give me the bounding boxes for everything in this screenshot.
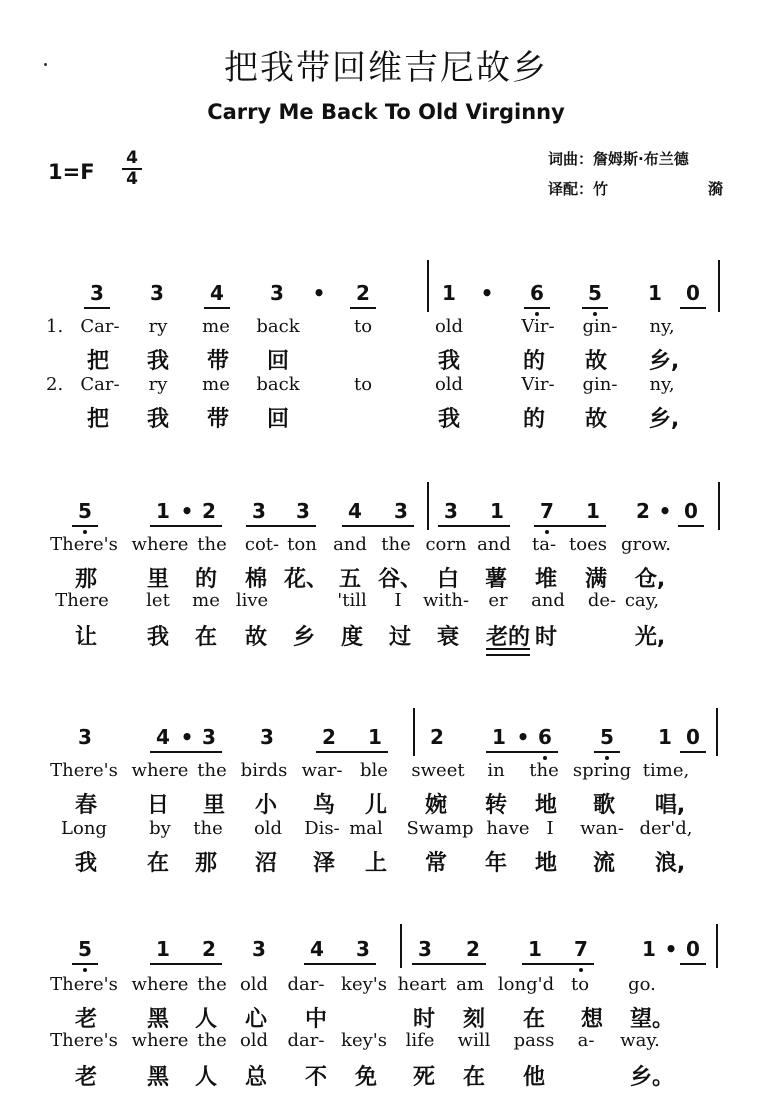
- lyric-char: 五: [338, 567, 362, 592]
- lyric-char: 浪,: [654, 851, 686, 876]
- dot: •: [664, 937, 678, 961]
- underline: [534, 525, 606, 527]
- barline: [718, 260, 720, 312]
- lyric-char: 乡: [292, 625, 316, 650]
- lyric-word: dar-: [287, 1030, 325, 1051]
- barline: [427, 260, 429, 312]
- underline: [150, 525, 222, 527]
- note: 1: [156, 499, 170, 523]
- lyric-word: old: [239, 1030, 269, 1051]
- lyric-word: ry: [148, 374, 168, 395]
- lyric-char: 故: [244, 625, 268, 650]
- note: 3: [252, 937, 266, 961]
- lyric-char: 度: [340, 625, 364, 650]
- note: 0: [686, 725, 700, 749]
- note: 4: [348, 499, 362, 523]
- note: 1: [658, 725, 672, 749]
- underline: [522, 963, 594, 965]
- lyric-char: 的: [522, 349, 546, 374]
- lyric-word: by: [149, 818, 171, 839]
- lyric-word: There's: [50, 1030, 118, 1051]
- system-1-lyric-cn-1: [0, 344, 772, 374]
- lyric-word: ta-: [531, 534, 557, 555]
- lyric-char: 那: [74, 567, 98, 592]
- note: 3: [78, 725, 92, 749]
- lyric-char: 望。: [629, 1007, 675, 1032]
- barline: [413, 708, 415, 756]
- lyric-word: Dis-: [304, 818, 340, 839]
- lyric-word: der'd,: [639, 818, 693, 839]
- lyric-char: 回: [266, 407, 290, 432]
- lyric-char: 老: [74, 1065, 98, 1090]
- lyric-char: 把: [86, 349, 110, 374]
- lyric-word: have: [486, 818, 530, 839]
- lyric-char: 过: [388, 625, 412, 650]
- credit-translator-tail: 漪: [708, 180, 724, 198]
- lyric-word: key's: [341, 1030, 387, 1051]
- system-4-notes: [0, 938, 772, 978]
- system-3-lyric-cn-1: [0, 788, 772, 818]
- system-1-lyric-en-2: [0, 374, 772, 400]
- note: 1: [648, 281, 662, 305]
- barline: [427, 482, 429, 530]
- lyric-word: old: [434, 316, 464, 337]
- lyric-word: mal: [349, 818, 383, 839]
- lyric-word: the: [197, 760, 227, 781]
- lyric-char: 白: [436, 567, 460, 592]
- lyric-word: Vir-: [521, 316, 555, 337]
- lyric-char: 黑: [146, 1065, 170, 1090]
- lyric-char: 乡,: [648, 349, 680, 374]
- underline: [304, 963, 376, 965]
- lyric-word: way.: [620, 1030, 660, 1051]
- lyric-word: ble: [360, 760, 388, 781]
- lyric-word: de-: [587, 590, 617, 611]
- lyric-word: the: [197, 1030, 227, 1051]
- note: 3: [252, 499, 266, 523]
- lyric-word: toes: [569, 534, 607, 555]
- lyric-word: cay,: [624, 590, 660, 611]
- lyric-char: 里: [202, 793, 226, 818]
- system-2-lyric-cn-1: [0, 562, 772, 592]
- note: 3: [356, 937, 370, 961]
- lyric-char: 谷、: [377, 567, 423, 592]
- underline: [680, 963, 706, 965]
- lyric-word: corn: [425, 534, 467, 555]
- system-2-lyric-en-2: [0, 590, 772, 616]
- note: 5: [588, 281, 602, 305]
- lyric-char: 带: [206, 349, 230, 374]
- credit-words-music: 词曲：詹姆斯·布兰德: [548, 150, 689, 168]
- lyric-word: There's: [50, 534, 118, 555]
- lyric-word: me: [202, 316, 230, 337]
- lyric-word: and: [531, 590, 565, 611]
- underline: [204, 307, 230, 309]
- note: 6: [530, 281, 544, 305]
- lyric-char: 故: [584, 349, 608, 374]
- system-4-lyric-cn-2: [0, 1060, 772, 1090]
- lyric-char: 歌: [592, 793, 616, 818]
- meter-top: 4: [126, 148, 138, 168]
- lyric-word: me: [202, 374, 230, 395]
- lyric-word: long'd: [497, 974, 555, 995]
- verse-number: 2.: [46, 374, 64, 395]
- lyric-char: 棉: [244, 567, 268, 592]
- note: 3: [260, 725, 274, 749]
- lyric-word: cot-: [244, 534, 280, 555]
- lyric-char: 不: [304, 1065, 328, 1090]
- underline: [316, 751, 388, 753]
- dot: •: [516, 725, 530, 749]
- note: 0: [686, 281, 700, 305]
- note: 1: [492, 725, 506, 749]
- system-1-lyric-cn-2: [0, 402, 772, 432]
- lyric-char: 我: [437, 407, 461, 432]
- lyric-word: to: [353, 316, 373, 337]
- lyric-char: 黑: [146, 1007, 170, 1032]
- note: 4: [210, 281, 224, 305]
- dot: •: [658, 499, 672, 523]
- barline: [716, 708, 718, 756]
- lyric-word: where: [131, 1030, 189, 1051]
- note: 3: [270, 281, 284, 305]
- lyric-word: gin-: [582, 374, 618, 395]
- lyric-word: and: [477, 534, 511, 555]
- lyric-word: er: [488, 590, 508, 611]
- lyric-char: 唱,: [654, 793, 686, 818]
- lyric-char: 中: [304, 1007, 328, 1032]
- note: 7: [574, 937, 588, 961]
- lyric-word: and: [333, 534, 367, 555]
- lyric-word: sweet: [411, 760, 465, 781]
- note: 4: [310, 937, 324, 961]
- lyric-word: old: [239, 974, 269, 995]
- lower-octave-dot: [83, 968, 87, 972]
- note: 1: [156, 937, 170, 961]
- lyric-word: the: [197, 974, 227, 995]
- lyric-word: Car-: [80, 316, 120, 337]
- lyric-word: I: [546, 818, 554, 839]
- lyric-word: wan-: [580, 818, 624, 839]
- lyric-char: 上: [364, 851, 388, 876]
- lyric-word: Vir-: [521, 374, 555, 395]
- lyric-word: back: [256, 374, 300, 395]
- lyric-char: 故: [584, 407, 608, 432]
- note: 1: [586, 499, 600, 523]
- lyric-char: 小: [254, 793, 278, 818]
- note: 2: [202, 499, 216, 523]
- system-1-lyric-en-1: [0, 316, 772, 342]
- lyric-char: 地: [534, 793, 558, 818]
- note: 1: [642, 937, 656, 961]
- lyric-char: 人: [194, 1007, 218, 1032]
- underline: [524, 307, 550, 309]
- lyric-char: 堆: [534, 567, 558, 592]
- underline: [350, 307, 376, 309]
- underline: [678, 525, 704, 527]
- lyric-char: 回: [266, 349, 290, 374]
- lyric-word: 'till: [337, 590, 367, 611]
- note: 2: [636, 499, 650, 523]
- lyric-char: 的: [522, 407, 546, 432]
- note: 2: [322, 725, 336, 749]
- lyric-char: 带: [206, 407, 230, 432]
- lyric-word: back: [256, 316, 300, 337]
- lyric-char: 那: [194, 851, 218, 876]
- lyric-word: birds: [240, 760, 288, 781]
- lyric-word: gin-: [582, 316, 618, 337]
- lyric-char: 在: [146, 851, 170, 876]
- lyric-word: a-: [577, 1030, 595, 1051]
- lyric-char: 在: [194, 625, 218, 650]
- lyric-char: 在: [522, 1007, 546, 1032]
- lyric-word: with-: [422, 590, 470, 611]
- dot: •: [480, 281, 494, 305]
- verse-number: 1.: [46, 316, 64, 337]
- note: 0: [686, 937, 700, 961]
- lyric-char: 人: [194, 1065, 218, 1090]
- note: 1: [442, 281, 456, 305]
- lyric-word: There: [55, 590, 109, 611]
- lyric-word: ton: [287, 534, 317, 555]
- lyric-word: to: [570, 974, 590, 995]
- note: 2: [430, 725, 444, 749]
- note: 5: [600, 725, 614, 749]
- lyric-char: 我: [146, 349, 170, 374]
- note: 2: [356, 281, 370, 305]
- lyric-char: 地: [534, 851, 558, 876]
- lyric-char: 想: [580, 1007, 604, 1032]
- title-chinese: 把我带回维吉尼故乡: [224, 48, 548, 88]
- note: 3: [90, 281, 104, 305]
- lyric-char: 我: [146, 407, 170, 432]
- lyric-char: 光,: [634, 625, 666, 650]
- lyric-char: 我: [74, 851, 98, 876]
- underline: [486, 751, 558, 753]
- lyric-char: 他: [522, 1065, 546, 1090]
- underline: [246, 525, 316, 527]
- dot: •: [180, 499, 194, 523]
- system-3-lyric-en-1: [0, 760, 772, 786]
- lyric-word: spring: [572, 760, 632, 781]
- lyric-word: ry: [148, 316, 168, 337]
- barline: [718, 482, 720, 530]
- lyric-word: grow.: [621, 534, 671, 555]
- lyric-char: 心: [244, 1007, 268, 1032]
- note: 3: [150, 281, 164, 305]
- note: 2: [466, 937, 480, 961]
- note: 5: [78, 499, 92, 523]
- lyric-char: 春: [74, 793, 98, 818]
- lyric-char: 时: [412, 1007, 436, 1032]
- lyric-word: where: [131, 974, 189, 995]
- lyric-word: dar-: [287, 974, 325, 995]
- lyric-word: me: [192, 590, 220, 611]
- lyric-char: 薯: [484, 567, 508, 592]
- lyric-char: 时: [534, 625, 558, 650]
- underline: [594, 751, 620, 753]
- note: 1: [490, 499, 504, 523]
- lyric-word: old: [434, 374, 464, 395]
- lyric-word: pass: [513, 1030, 555, 1051]
- lyric-char: 花、: [283, 567, 329, 592]
- lyric-word: old: [253, 818, 283, 839]
- underline: [84, 307, 110, 309]
- system-4-lyric-cn-1: [0, 1002, 772, 1032]
- lyric-word: There's: [50, 974, 118, 995]
- lyric-word: Car-: [80, 374, 120, 395]
- lyric-word: key's: [341, 974, 387, 995]
- underline: [680, 307, 706, 309]
- lower-octave-dot: [579, 968, 583, 972]
- underline: [150, 751, 222, 753]
- lyric-word: let: [146, 590, 170, 611]
- lyric-char: 总: [244, 1065, 268, 1090]
- underline: [438, 525, 510, 527]
- system-3-lyric-en-2: [0, 818, 772, 844]
- lyric-char: 仓,: [634, 567, 666, 592]
- lyric-char: 流: [592, 851, 616, 876]
- note: 7: [540, 499, 554, 523]
- lyric-char: 让: [74, 625, 98, 650]
- lyric-char: 把: [86, 407, 110, 432]
- underline: [150, 963, 222, 965]
- lyric-word: time,: [642, 760, 690, 781]
- title-english: Carry Me Back To Old Virginny: [207, 100, 565, 124]
- meter-bottom: 4: [126, 169, 138, 189]
- lyric-char: 常: [424, 851, 448, 876]
- lyric-char: 泽: [312, 851, 336, 876]
- lyric-char: 衰: [436, 625, 460, 650]
- note: 2: [202, 937, 216, 961]
- underline: [342, 525, 414, 527]
- credit-translation: 译配：竹: [548, 180, 609, 198]
- lyric-word: ny,: [649, 374, 675, 395]
- lyric-word: heart: [397, 974, 447, 995]
- lyric-char: 乡,: [648, 407, 680, 432]
- lyric-char: 日: [146, 793, 170, 818]
- lyric-word: go.: [628, 974, 656, 995]
- underline: [680, 751, 706, 753]
- lyric-word: in: [487, 760, 505, 781]
- lyric-char: 老: [74, 1007, 98, 1032]
- lyric-word: the: [193, 818, 223, 839]
- lyric-char: 免: [354, 1065, 378, 1090]
- lyric-word: live: [235, 590, 269, 611]
- lyric-char: 在: [462, 1065, 486, 1090]
- note: 3: [444, 499, 458, 523]
- underline: [72, 963, 98, 965]
- lyric-char: 年: [484, 851, 508, 876]
- lyric-char: 的: [194, 567, 218, 592]
- barline: [400, 924, 402, 968]
- underline: [582, 307, 608, 309]
- note: 0: [684, 499, 698, 523]
- lyric-word: the: [529, 760, 559, 781]
- lyric-char: 刻: [462, 1007, 486, 1032]
- note: 3: [296, 499, 310, 523]
- note: 1: [368, 725, 382, 749]
- underline: [412, 963, 486, 965]
- note: 5: [78, 937, 92, 961]
- lyric-word: I: [394, 590, 402, 611]
- dot: •: [312, 281, 326, 305]
- lyric-word: life: [405, 1030, 435, 1051]
- system-2-lyric-en-1: [0, 534, 772, 560]
- system-4-lyric-en-2: [0, 1030, 772, 1056]
- system-4-lyric-en-1: [0, 974, 772, 1000]
- lyric-word: ny,: [649, 316, 675, 337]
- underline: [72, 525, 98, 527]
- lyric-char: 乡。: [629, 1065, 675, 1090]
- note: 3: [394, 499, 408, 523]
- note: 4: [156, 725, 170, 749]
- lyric-char: 鸟: [312, 793, 336, 818]
- key-signature: 1=F: [48, 160, 95, 184]
- lyric-word: where: [131, 534, 189, 555]
- note: 3: [202, 725, 216, 749]
- note: 3: [418, 937, 432, 961]
- lyric-word: to: [353, 374, 373, 395]
- lyric-char: 老的: [485, 625, 531, 650]
- lyric-word: the: [197, 534, 227, 555]
- dot: •: [180, 725, 194, 749]
- lyric-word: where: [131, 760, 189, 781]
- lyric-char: 满: [584, 567, 608, 592]
- lyric-char: 转: [484, 793, 508, 818]
- double-underline-mark: [486, 648, 530, 656]
- note: 6: [538, 725, 552, 749]
- lyric-word: Swamp: [406, 818, 474, 839]
- barline: [716, 924, 718, 968]
- lyric-char: 里: [146, 567, 170, 592]
- lyric-char: 儿: [364, 793, 388, 818]
- time-signature: [120, 150, 144, 188]
- lyric-word: war-: [301, 760, 343, 781]
- lyric-char: 婉: [424, 793, 448, 818]
- system-3-lyric-cn-2: [0, 846, 772, 876]
- note: 1: [528, 937, 542, 961]
- lyric-word: am: [456, 974, 484, 995]
- lyric-word: the: [381, 534, 411, 555]
- lyric-char: 我: [146, 625, 170, 650]
- lyric-word: There's: [50, 760, 118, 781]
- lyric-char: 我: [437, 349, 461, 374]
- lyric-word: Long: [61, 818, 107, 839]
- system-2-lyric-cn-2: [0, 620, 772, 650]
- lyric-char: 沼: [254, 851, 278, 876]
- lyric-word: will: [457, 1030, 491, 1051]
- lyric-char: 死: [412, 1065, 436, 1090]
